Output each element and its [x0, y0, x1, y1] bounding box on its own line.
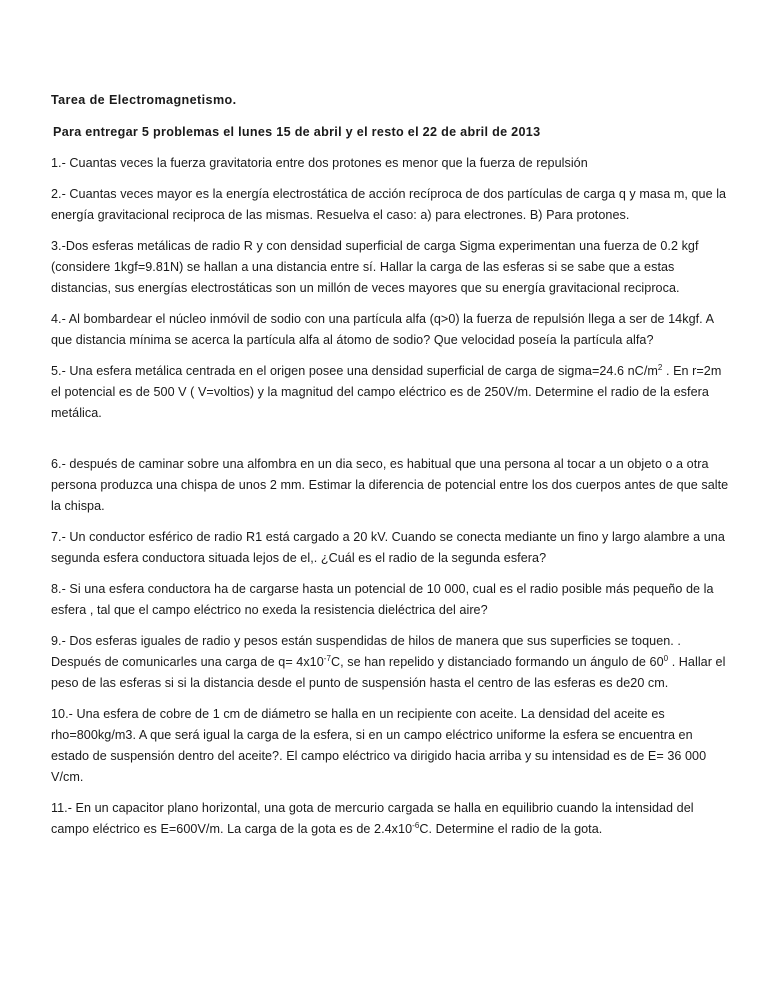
- problem-6: 6.- después de caminar sobre una alfombra en un dia seco, es habitual que una persona al tocar a un objeto o a otra persona produzca una chispa de unos 2 mm. Estimar la diferencia de potencial entre los dos cuerpos antes de que salte la chispa.: [51, 457, 729, 513]
- problem-8: 8.- Si una esfera conductora ha de cargarse hasta un potencial de 10 000, cual es el radio posible más pequeño de la esfera , tal que el campo eléctrico no exeda la resistencia dieléctrica del aire?: [51, 582, 714, 617]
- problem-2: 2.- Cuantas veces mayor es la energía electrostática de acción recíproca de dos partículas de carga q y masa m, que la energía gravitacional reciproca de las mismas. Resuelva el caso: a) para electrones. B) Para protones.: [51, 187, 727, 222]
- problem-11-superscript: -6: [412, 820, 420, 830]
- problem-5-text-before: 5.- Una esfera metálica centrada en el origen posee una densidad superficial de carga de sigma=24.6 nC/m: [51, 364, 658, 378]
- problem-9-text-middle: C, se han repelido y distanciado formando un ángulo de 60: [331, 655, 664, 669]
- problem-4: 4.- Al bombardear el núcleo inmóvil de sodio con una partícula alfa (q>0) la fuerza de repulsión llega a ser de 14kgf. A que distancia mínima se acerca la partícula alfa al átomo de sodio? Que velocidad poseía la partícula alfa?: [51, 312, 714, 347]
- problem-9: [51, 631, 731, 694]
- problem-9-text-after: . Hallar el peso de las esferas si si la distancia desde el punto de suspensión hasta el centro de las esferas es de20 cm.: [51, 655, 726, 690]
- problem-9-text-before: 9.- Dos esferas iguales de radio y pesos están suspendidas de hilos de manera que sus superficies se toquen. . Después de comunicarles una carga de q= 4x10: [51, 634, 681, 669]
- problem-9-superscript-degree: 0: [663, 653, 669, 663]
- problem-5-superscript: 2: [657, 362, 663, 372]
- problem-10: 10.- Una esfera de cobre de 1 cm de diámetro se halla en un recipiente con aceite. La densidad del aceite es rho=800kg/m3. A que será igual la carga de la esfera, si en un campo eléctrico uniforme la esfera se encuentra en estado de suspensión dentro del aceite?. El campo eléctrico va dirigido hacia arriba y su intensidad es de E= 36 000 V/cm.: [51, 707, 707, 784]
- problem-11-text-before: 11.- En un capacitor plano horizontal, una gota de mercurio cargada se halla en equilibrio cuando la intensidad del campo eléctrico es E=600V/m. La carga de la gota es de 2.4x10: [51, 801, 694, 836]
- document-title: Tarea de Electromagnetismo.: [51, 93, 237, 107]
- problem-11-text-after: C. Determine el radio de la gota.: [419, 822, 603, 836]
- problem-5: [51, 361, 731, 424]
- problem-3: 3.-Dos esferas metálicas de radio R y con densidad superficial de carga Sigma experimentan una fuerza de 0.2 kgf (considere 1kgf=9.81N) se hallan a una distancia entre sí. Hallar la carga de las esferas si se sabe que a estas distancias, sus energías electrostáticas son un millón de veces mayores que su energía gravitacional reciproca.: [51, 239, 699, 295]
- problem-5-text-after: . En r=2m el potencial es de 500 V ( V=voltios) y la magnitud del campo eléctrico es de 250V/m. Determine el radio de la esfera metálica.: [51, 364, 722, 420]
- document-subtitle: Para entregar 5 problemas el lunes 15 de abril y el resto el 22 de abril de 2013: [53, 125, 541, 139]
- problem-1: 1.- Cuantas veces la fuerza gravitatoria entre dos protones es menor que la fuerza de repulsión: [51, 156, 588, 170]
- document-body: [51, 90, 731, 850]
- problem-7: 7.- Un conductor esférico de radio R1 está cargado a 20 kV. Cuando se conecta mediante un fino y largo alambre a una segunda esfera conductora situada lejos de el,. ¿Cuál es el radio de la segunda esfera?: [51, 530, 725, 565]
- problem-9-superscript: -7: [323, 653, 332, 663]
- problem-11: [51, 798, 731, 840]
